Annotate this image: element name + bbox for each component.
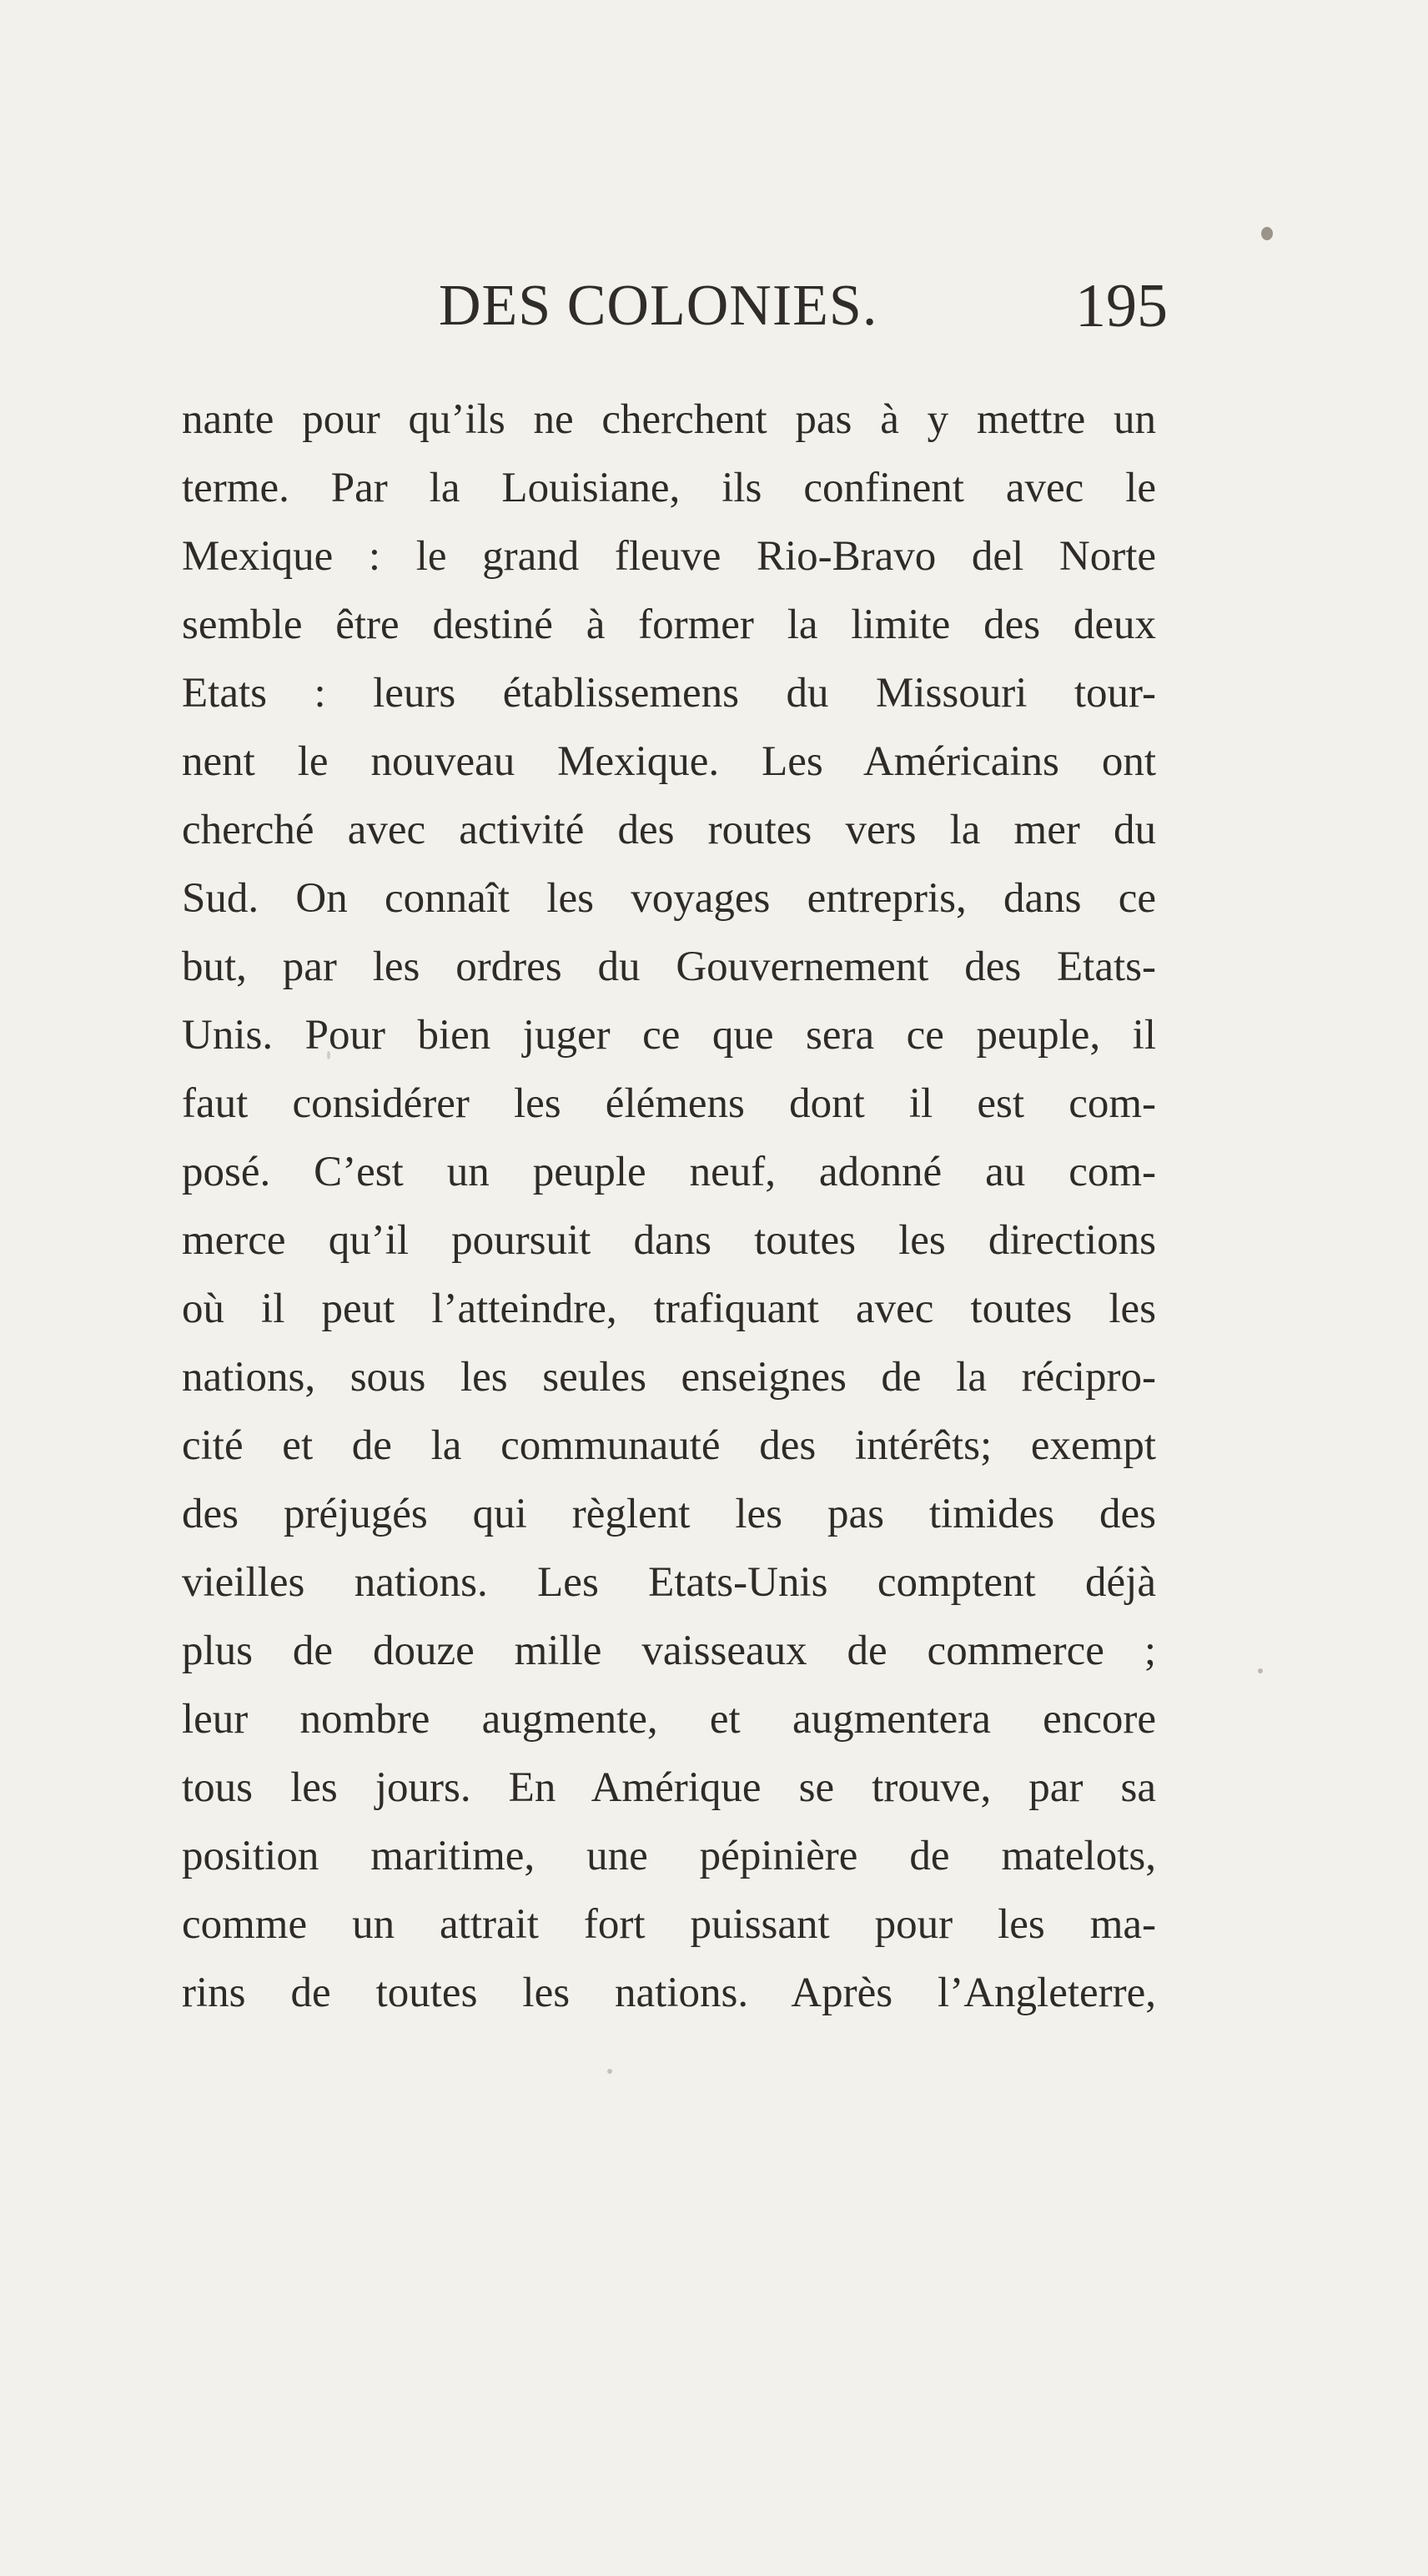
body-text bbox=[182, 385, 1156, 2027]
paper-speck bbox=[1258, 1668, 1263, 1673]
text-line-9: but, par les ordres du Gouvernement des Etats- bbox=[182, 943, 1156, 990]
text-line-17: des préjugés qui règlent les pas timides des bbox=[182, 1491, 1156, 1537]
page-number: 195 bbox=[1075, 272, 1168, 340]
text-line-5: Etats : leurs établissemens du Missouri tour- bbox=[182, 670, 1156, 717]
text-line-19: plus de douze mille vaisseaux de commerce ; bbox=[182, 1628, 1156, 1674]
text-line-3: Mexique : le grand fleuve Rio-Bravo del Norte bbox=[182, 533, 1156, 580]
text-line-16: cité et de la communauté des intérêts; exempt bbox=[182, 1422, 1156, 1469]
chapter-title: DES COLONIES. bbox=[439, 274, 878, 338]
text-line-7: cherché avec activité des routes vers la mer du bbox=[182, 807, 1156, 853]
text-line-24: rins de toutes les nations. Après l’Angleterre, bbox=[182, 1970, 1156, 2016]
paper-speck bbox=[1261, 227, 1273, 240]
text-line-14: où il peut l’atteindre, trafiquant avec toutes les bbox=[182, 1285, 1156, 1332]
text-line-4: semble être destiné à former la limite des deux bbox=[182, 601, 1156, 648]
text-line-22: position maritime, une pépinière de matelots, bbox=[182, 1833, 1156, 1879]
text-line-21: tous les jours. En Amérique se trouve, par sa bbox=[182, 1764, 1156, 1811]
text-line-23: comme un attrait fort puissant pour les ma- bbox=[182, 1901, 1156, 1948]
text-line-11: faut considérer les élémens dont il est com- bbox=[182, 1080, 1156, 1127]
text-line-6: nent le nouveau Mexique. Les Américains ont bbox=[182, 738, 1156, 785]
text-line-2: terme. Par la Louisiane, ils confinent avec le bbox=[182, 465, 1156, 511]
text-line-8: Sud. On connaît les voyages entrepris, dans ce bbox=[182, 875, 1156, 922]
text-line-10: Unis. Pour bien juger ce que sera ce peuple, il bbox=[182, 1012, 1156, 1059]
text-line-12: posé. C’est un peuple neuf, adonné au com- bbox=[182, 1149, 1156, 1195]
text-line-13: merce qu’il poursuit dans toutes les directions bbox=[182, 1217, 1156, 1264]
text-line-18: vieilles nations. Les Etats-Unis comptent déjà bbox=[182, 1559, 1156, 1606]
paper-speck bbox=[607, 2069, 612, 2074]
running-head bbox=[439, 265, 1178, 357]
text-line-1: nante pour qu’ils ne cherchent pas à y mettre un bbox=[182, 396, 1156, 443]
text-line-20: leur nombre augmente, et augmentera encore bbox=[182, 1696, 1156, 1743]
text-line-15: nations, sous les seules enseignes de la récipro- bbox=[182, 1354, 1156, 1401]
paper-speck bbox=[327, 1051, 330, 1059]
